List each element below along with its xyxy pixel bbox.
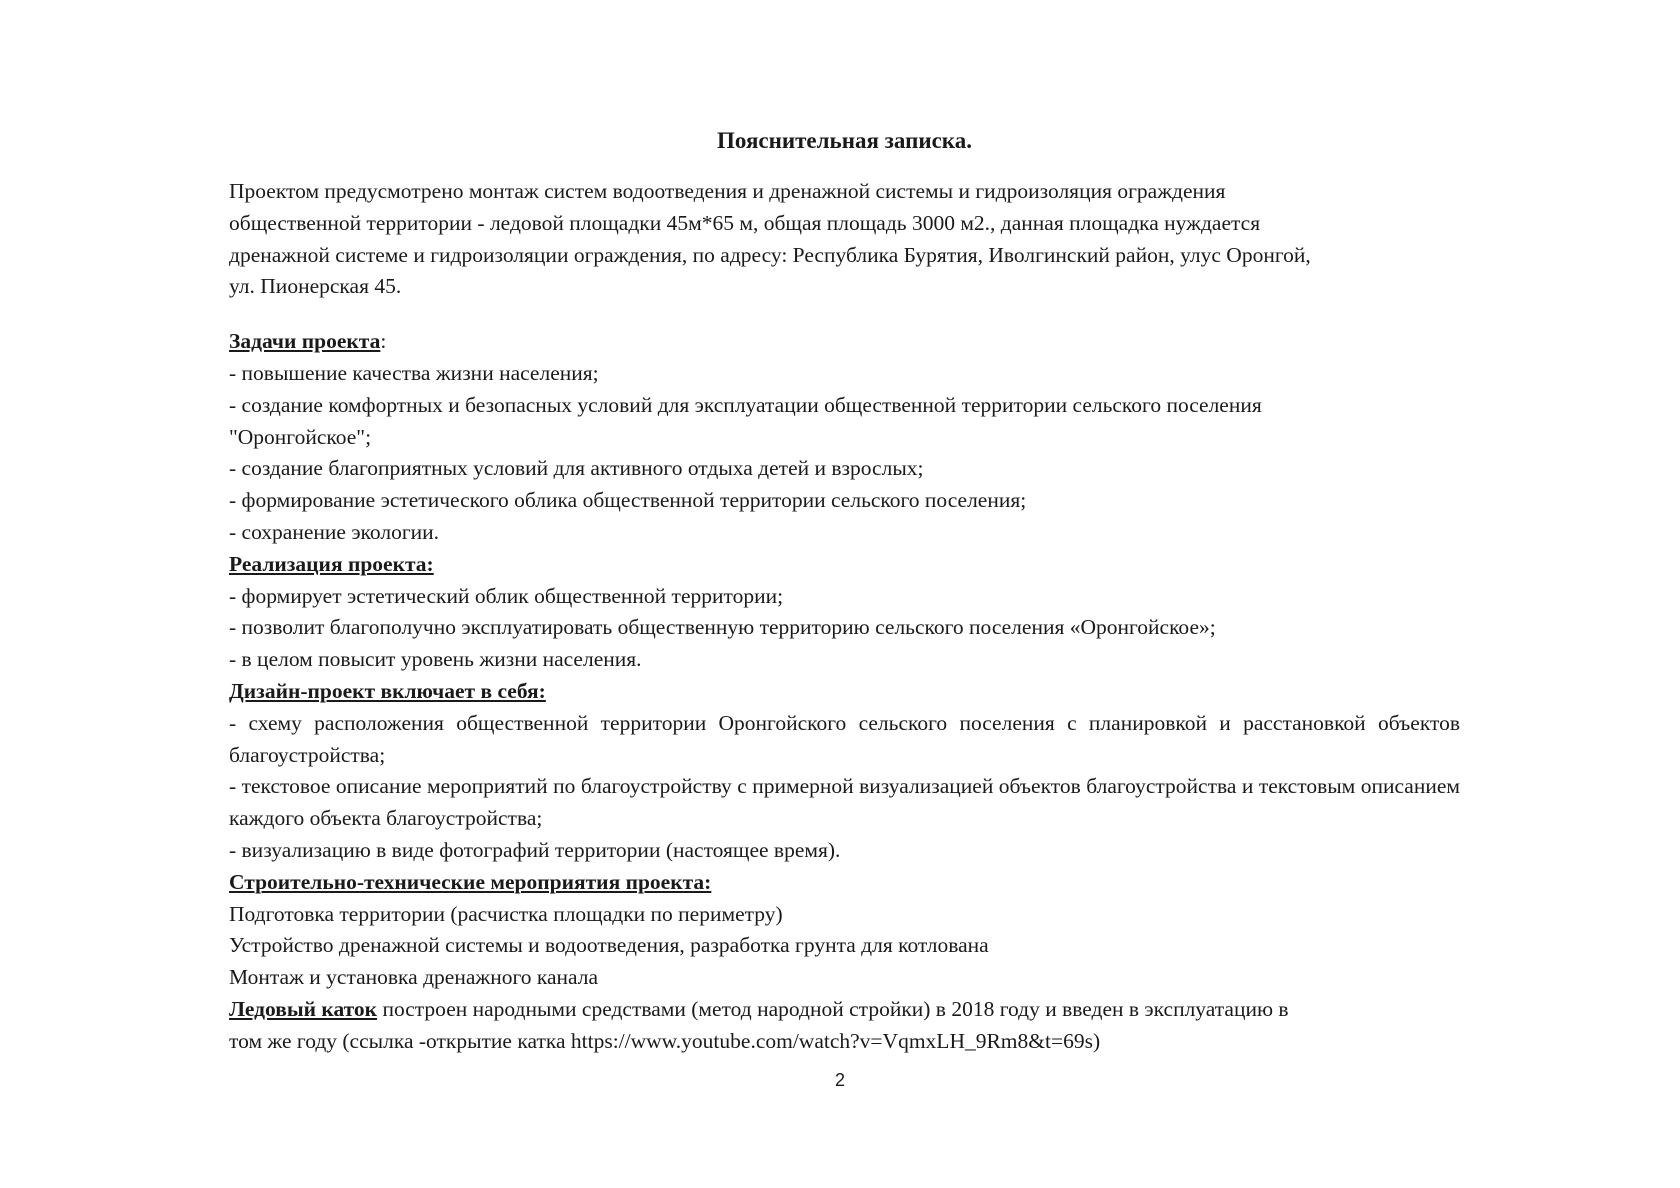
rink-heading: Ледовый каток xyxy=(229,996,378,1021)
intro-line: дренажной системе и гидроизоляции ограждения, по адресу: Республика Бурятия, Иволгинский район, улус Оронгой, xyxy=(229,242,1311,267)
design-item: - визуализацию в виде фотографий территории (настоящее время). xyxy=(229,837,841,862)
realization-item: - формирует эстетический облик общественной территории; xyxy=(229,583,784,608)
rink-text: построен народными средствами (метод народной стройки) в 2018 году и введен в эксплуатацию в xyxy=(377,996,1289,1021)
design-heading: Дизайн-проект включает в себя: xyxy=(229,678,546,703)
task-item: - формирование эстетического облика общественной территории сельского поселения; xyxy=(229,488,1027,513)
design-section xyxy=(229,676,1460,867)
construction-item: Подготовка территории (расчистка площадки по периметру) xyxy=(229,901,783,926)
page-number: 2 xyxy=(834,1070,845,1090)
tasks-heading-colon: : xyxy=(380,329,387,354)
realization-heading-line xyxy=(229,549,1460,581)
construction-heading-line xyxy=(229,867,1460,899)
document-page xyxy=(229,124,1460,1058)
rink-line xyxy=(229,994,1460,1026)
construction-item: Монтаж и установка дренажного канала xyxy=(229,965,599,990)
rink-line: том же году (ссылка -открытие катка https://www.youtube.com/watch?v=VqmxLH_9Rm8&t=69s) xyxy=(229,1028,1101,1053)
intro-paragraph xyxy=(229,176,1460,303)
intro-line: Проектом предусмотрено монтаж систем водоотведения и дренажной системы и гидроизоляция ограждения xyxy=(229,179,1226,203)
design-item: - текстовое описание мероприятий по благоустройству с примерной визуализацией объектов благоустройства и текстовым описанием каждого объекта благоустройства; xyxy=(229,774,1460,831)
task-item: - сохранение экологии. xyxy=(229,519,440,544)
page-title: Пояснительная записка. xyxy=(717,128,972,153)
task-item: "Оронгойское"; xyxy=(229,424,372,449)
realization-section xyxy=(229,549,1460,676)
construction-section xyxy=(229,867,1460,994)
tasks-heading-line xyxy=(229,326,1460,358)
design-item: - схему расположения общественной территории Оронгойского сельского поселения с планировкой и расстановкой объектов благоустройства; xyxy=(229,710,1460,767)
tasks-section xyxy=(229,326,1460,549)
rink-section xyxy=(229,994,1460,1058)
realization-item: - в целом повысит уровень жизни населения. xyxy=(229,647,642,672)
task-item: - создание благоприятных условий для активного отдыха детей и взрослых; xyxy=(229,456,924,481)
realization-item: - позволит благополучно эксплуатировать общественную территорию сельского поселения «Оронгойское»; xyxy=(229,615,1216,640)
task-item: - создание комфортных и безопасных условий для эксплуатации общественной территории сельского поселения xyxy=(229,392,1262,417)
design-heading-line xyxy=(229,676,1460,708)
intro-line: ул. Пионерская 45. xyxy=(229,274,402,299)
construction-heading: Строительно-технические мероприятия проекта: xyxy=(229,869,712,894)
task-item: - повышение качества жизни населения; xyxy=(229,360,599,385)
construction-item: Устройство дренажной системы и водоотведения, разработка грунта для котлована xyxy=(229,933,989,958)
intro-line: общественной территории - ледовой площадки 45м*65 м, общая площадь 3000 м2., данная площадка нуждается xyxy=(229,210,1261,235)
realization-heading: Реализация проекта: xyxy=(229,551,434,576)
tasks-heading: Задачи проекта xyxy=(229,329,381,354)
